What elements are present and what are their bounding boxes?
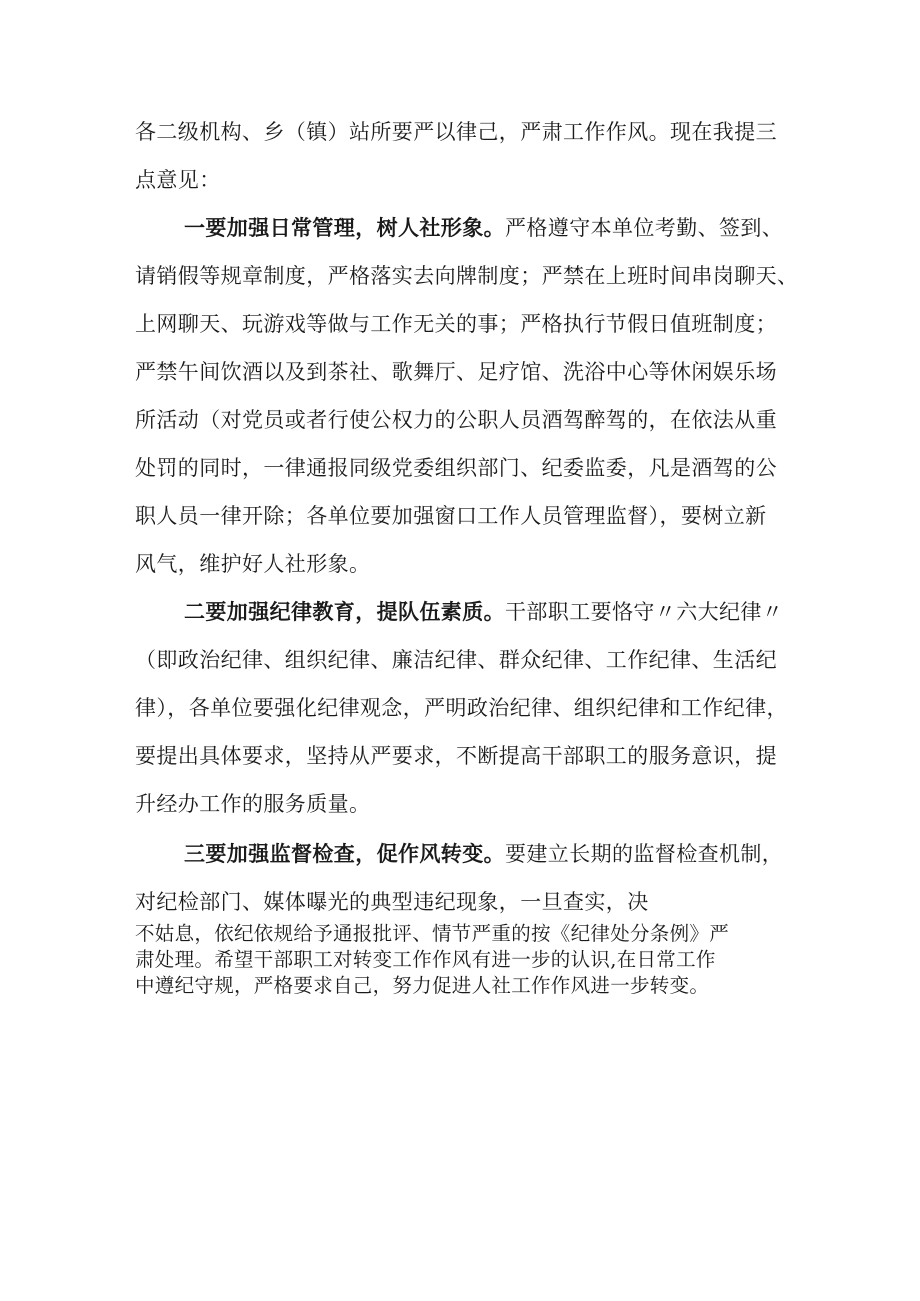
point1-line: 职人员一律开除；各单位要加强窗口工作人员管理监督），要树立新	[135, 504, 767, 528]
point1-line: 上网聊天、玩游戏等做与工作无关的事；严格执行节假日值班制度；	[135, 312, 777, 336]
point1-line: 请销假等规章制度，严格落实去向牌制度；严禁在上班时间串岗聊天、	[135, 264, 799, 288]
point2-line: 律），各单位要强化纪律观念，严明政治纪律、组织纪律和工作纪律，	[135, 696, 788, 720]
point1-heading: 一要加强日常管理，树人社形象。	[184, 216, 505, 240]
point3-first-line-rest: 要建立长期的监督检查机制，	[505, 842, 784, 866]
point1-line: 风气，维护好人社形象。	[135, 552, 371, 576]
point2-line: 升经办工作的服务质量。	[135, 792, 371, 816]
intro-line-1: 各二级机构、乡（镇）站所要严以律己，严肃工作作风。现在我提三	[135, 120, 777, 144]
point3-line: 肃处理。希望干部职工对转变工作作风有进一步的认识,在日常工作	[135, 948, 716, 971]
point3-line: 中遵纪守规，严格要求自己，努力促进人社工作作风进一步转变。	[135, 974, 710, 997]
point3-heading: 三要加强监督检查，促作风转变。	[184, 842, 505, 866]
point3-first-line	[184, 839, 783, 869]
point3-line: 不姑息，依纪依规给予通报批评、情节严重的按《纪律处分条例》严	[135, 922, 730, 945]
point3-line: 对纪检部门、媒体曝光的典型违纪现象，一旦查实，决	[135, 890, 649, 914]
point2-line: （即政治纪律、组织纪律、廉洁纪律、群众纪律、工作纪律、生活纪	[135, 648, 777, 672]
point1-first-line-rest: 严格遵守本单位考勤、签到、	[505, 216, 784, 240]
point1-first-line	[184, 213, 783, 243]
point1-line: 所活动（对党员或者行使公权力的公职人员酒驾醉驾的，在依法从重	[135, 408, 777, 432]
point2-first-line-rest: 干部职工要恪守〃六大纪律〃	[505, 600, 784, 624]
point2-line: 要提出具体要求，坚持从严要求，不断提高干部职工的服务意识，提	[135, 744, 777, 768]
intro-line-2: 点意见：	[135, 168, 221, 192]
point1-line: 严禁午间饮酒以及到茶社、歌舞厅、足疗馆、洗浴中心等休闲娱乐场	[135, 360, 777, 384]
point2-heading: 二要加强纪律教育，提队伍素质。	[184, 600, 505, 624]
point2-first-line	[184, 597, 783, 627]
point1-line: 处罚的同时，一律通报同级党委组织部门、纪委监委，凡是酒驾的公	[135, 456, 777, 480]
